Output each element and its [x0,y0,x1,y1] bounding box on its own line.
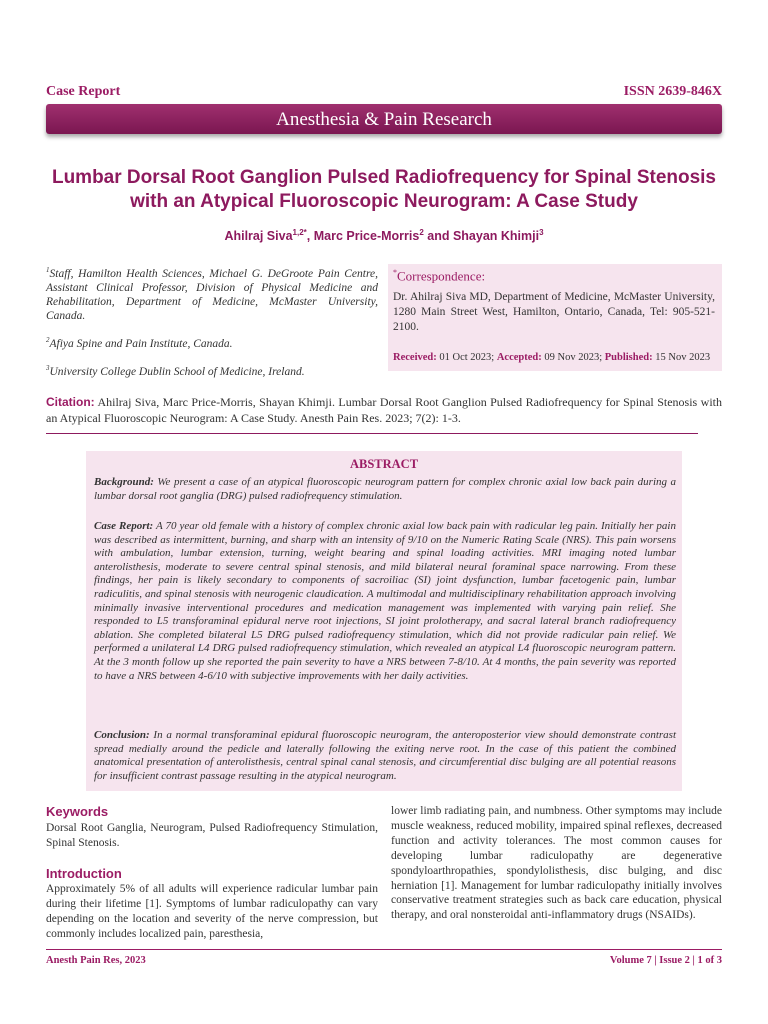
author-list: Ahilraj Siva$^{1,2*}$, Marc Price-Morris$^2$ and Shayan Khimji$^3$ [224,228,544,244]
affiliation-1 [46,263,378,323]
received-date: 01 Oct 2023 [439,352,492,363]
correspondence-heading [393,268,485,284]
introduction-heading: Introduction [46,866,122,881]
affiliation-2 [46,333,378,351]
case-report-text: A 70 year old female with a history of complex chronic axial low back pain with radicular leg pain. Initially her pain was described as intermittent, burning, and sharp with an intensity of 9/10 on the Numeric Rating Scale (NRS). This pain worsens with ambulation, lumbar extension, turning, weight bearing and spinal loading activities. MRI imaging noted lumbar anterolisthesis, moderate to severe central spinal stenosis, and mild bilateral neural foraminal space narrowing. From these findings, her pain is likely secondary to components of sacroiliac (SI) joint dysfunction, lumbar facetogenic pain, lumbar radiculitis, and spinal stenosis with neurogenic claudication. A multimodal and multidisciplinary rehabilitation approach involving minimally invasive interventional procedures and medication management was implemented with varying pain relief. She responded to L5 transforaminal epidural nerve root injections, SI joint prolotherapy, and sacral lateral branch radiofrequency ablation. She completed bilateral L5 DRG pulsed radiofrequency stimulation, which did not provide radicular pain relief. We performed a unilateral L4 DRG pulsed radiofrequency stimulation, which revealed an atypical L4 fluoroscopic neurogram pattern. At the 3 month follow up she reported the pain severity to have a NRS between 7-8/10. At 4 months, the pain severity was reported to have a NRS between 4-6/10 with subjective improvements with her daily activities. [94,520,676,682]
header-bar [46,84,722,102]
keywords-text: Dorsal Root Ganglia, Neurogram, Pulsed Radiofrequency Stimulation, Spinal Stenosis. [46,822,378,849]
accepted-date: 09 Nov 2023 [544,352,600,363]
abstract-background [94,476,676,503]
abstract-conclusion [94,729,676,783]
correspondence-marker: * [393,268,397,277]
article-dates: Received: 01 Oct 2023; Accepted: 09 Nov 2023; Published: 15 Nov 2023 [393,352,711,363]
title-line-1: Lumbar Dorsal Root Ganglion Pulsed Radiofrequency for Spinal Stenosis [51,167,717,188]
author-name: Ahilraj Siva [224,229,293,244]
introduction-col1: Approximately 5% of all adults will experience radicular lumbar pain during their lifetime [1]. Symptoms of lumbar radiculopathy can vary depending on the location and severity of the nerve compression, but commonly includes localized pain, paresthesia, [46,883,378,940]
abstract-case-report [94,520,676,683]
citation [46,394,722,426]
published-label: Published: [604,352,653,363]
conclusion-text: In a normal transforaminal epidural fluoroscopic neurogram, the anteroposterior view should demonstrate contrast spread medially around the pedicle and laterally following the exiting nerve root. In the case of this patient the combined anatomical presentation of anterolisthesis, central spinal canal stenosis, and circumferential disc bulging are all potential reasons for insufficient contrast passage resulting in the atypical neurogram. [94,729,677,782]
author-name: Marc Price-Morris [313,229,420,244]
received-label: Received: [393,352,437,363]
affiliation-text: Afiya Spine and Pain Institute, Canada. [49,337,233,350]
author-affiliation-mark: 2 [419,228,424,237]
affiliation-mark: 3 [46,364,50,372]
citation-label: Citation: [46,395,95,409]
author-name: Shayan Khimji [452,229,540,244]
correspondence-text: Dr. Ahilraj Siva MD, Department of Medicine, McMaster University, 1280 Main Street West, Hamilton, Ontario, Canada, Tel: 905-521-2100. [393,291,715,333]
affiliation-3 [46,361,378,379]
published-date: 15 Nov 2023 [655,352,711,363]
footer-divider [46,949,722,950]
article-title [40,166,728,214]
author-affiliation-mark: 3 [539,228,544,237]
citation-text: Ahilraj Siva, Marc Price-Morris, Shayan Khimji. Lumbar Dorsal Root Ganglion Pulsed Radiofrequency for Spinal Stenosis with an Atypical Fluoroscopic Neurogram: A Case Study. Anesth Pain Res. 2023; 7(2): 1-3. [46,395,722,425]
author-affiliation-mark: 1,2* [292,228,307,237]
citation-divider [46,433,698,434]
introduction-col2: lower limb radiating pain, and numbness. Other symptoms may include muscle weakness, reduced mobility, impaired spinal reflexes, decreased function and activity tolerances. The most common causes for developing lumbar radiculopathy are degenerative spondyloarthropathies, spondylolisthesis, disc bulging, and disc herniation [1]. Management for lumbar radiculopathy initially involves conservative treatment strategies such as back care education, physical therapy, and oral nonsteroidal anti-inflammatory drugs (NSAIDs). [391,805,722,922]
background-text: We present a case of an atypical fluoroscopic neurogram pattern for complex chronic axial low back pain during a lumbar dorsal root ganglia (DRG) pulsed radiofrequency stimulation. [94,476,676,502]
case-report-label: Case Report: [94,520,154,532]
title-line-2: with an Atypical Fluoroscopic Neurogram: A Case Study [130,191,638,212]
abstract-title: ABSTRACT [349,457,419,471]
affiliation-mark: 2 [46,336,50,344]
journal-banner: Anesthesia & Pain Research [46,104,722,134]
conclusion-label: Conclusion: [94,729,150,741]
affiliation-text: University College Dublin School of Medicine, Ireland. [49,365,305,378]
footer-journal: Anesth Pain Res, 2023 [46,955,146,966]
footer-page-info: Volume 7 | Issue 2 | 1 of 3 [609,955,722,966]
keywords-heading: Keywords [46,804,109,819]
affiliation-text: Staff, Hamilton Health Sciences, Michael G. DeGroote Pain Centre, Assistant Clinical Professor, Division of Physical Medicine and Rehabilitation, Department of Medicine, McMaster University, Canada. [46,267,378,322]
issn: ISSN 2639-846X [623,84,722,99]
affiliation-mark: 1 [46,266,50,274]
correspondence-label: Correspondence: [397,268,486,284]
article-type: Case Report [46,84,121,99]
background-label: Background: [94,476,154,488]
accepted-label: Accepted: [496,352,542,363]
